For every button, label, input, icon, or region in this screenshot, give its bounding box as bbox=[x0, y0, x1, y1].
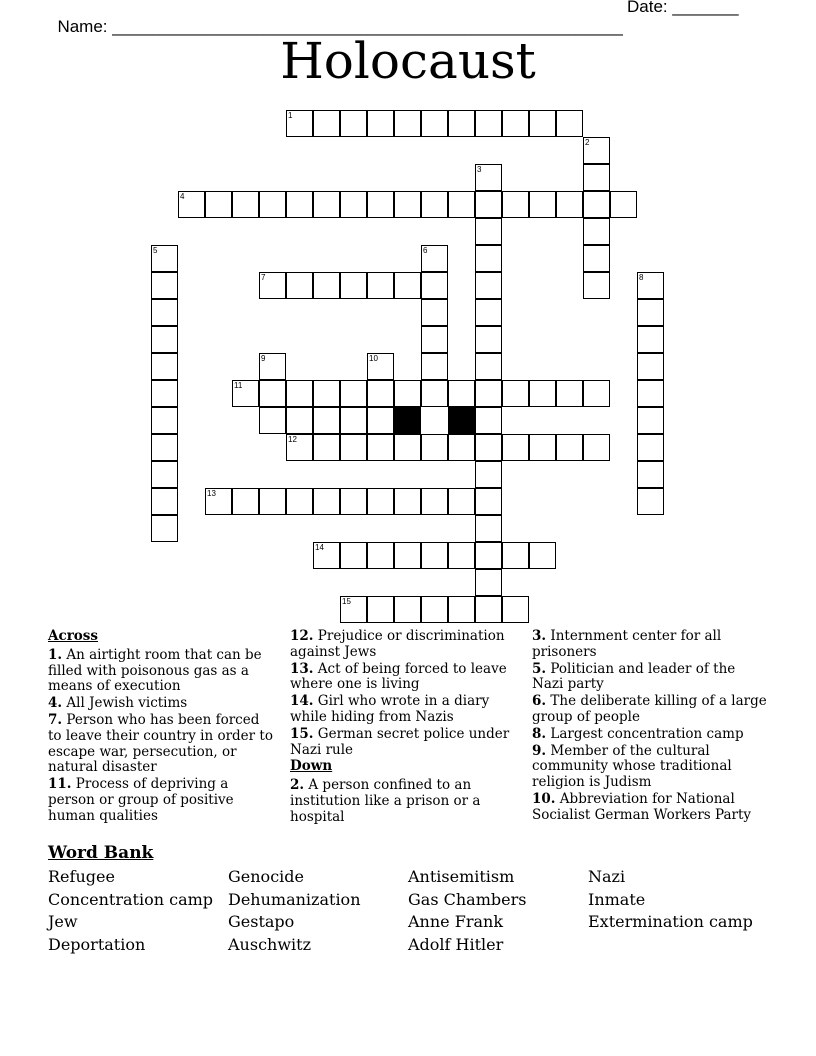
grid-cell[interactable] bbox=[556, 380, 583, 407]
grid-cell[interactable] bbox=[151, 407, 178, 434]
grid-cell[interactable] bbox=[421, 542, 448, 569]
grid-cell[interactable] bbox=[475, 353, 502, 380]
grid-cell[interactable] bbox=[556, 434, 583, 461]
grid-cell[interactable] bbox=[637, 488, 664, 515]
grid-cell[interactable] bbox=[205, 191, 232, 218]
grid-cell[interactable] bbox=[340, 434, 367, 461]
word-bank-item: Inmate bbox=[588, 889, 646, 909]
grid-cell[interactable] bbox=[367, 488, 394, 515]
grid-cell[interactable] bbox=[151, 461, 178, 488]
grid-cell[interactable] bbox=[394, 191, 421, 218]
word-bank-title: Word Bank bbox=[48, 843, 154, 863]
grid-cell[interactable] bbox=[394, 596, 421, 623]
grid-cell[interactable] bbox=[313, 407, 340, 434]
grid-cell[interactable] bbox=[637, 380, 664, 407]
grid-cell[interactable] bbox=[448, 488, 475, 515]
grid-cell[interactable] bbox=[421, 191, 448, 218]
cell-number: 6 bbox=[423, 246, 428, 255]
grid-cell[interactable] bbox=[259, 488, 286, 515]
grid-cell[interactable] bbox=[583, 218, 610, 245]
clue-across-13: 13. Act of being forced to leave where one is living bbox=[290, 660, 507, 693]
word-bank-item: Gas Chambers bbox=[408, 889, 527, 909]
grid-cell[interactable] bbox=[475, 191, 502, 218]
clue-down-5: 5. Politician and leader of the Nazi party bbox=[532, 660, 736, 693]
cell-number: 1 bbox=[288, 111, 293, 120]
grid-cell[interactable] bbox=[475, 407, 502, 434]
grid-cell[interactable] bbox=[394, 380, 421, 407]
grid-cell[interactable] bbox=[151, 434, 178, 461]
grid-cell[interactable] bbox=[475, 434, 502, 461]
grid-cell[interactable] bbox=[313, 488, 340, 515]
grid-cell[interactable] bbox=[232, 488, 259, 515]
grid-cell[interactable] bbox=[367, 434, 394, 461]
grid-cell[interactable] bbox=[475, 596, 502, 623]
grid-cell[interactable] bbox=[394, 488, 421, 515]
grid-cell[interactable] bbox=[340, 542, 367, 569]
grid-cell[interactable] bbox=[286, 191, 313, 218]
clue-down-6: 6. The deliberate killing of a large group of people bbox=[532, 693, 767, 725]
word-bank-item: Gestapo bbox=[228, 912, 295, 932]
grid-cell[interactable] bbox=[529, 191, 556, 218]
grid-cell[interactable] bbox=[394, 542, 421, 569]
grid-cell[interactable] bbox=[475, 272, 502, 299]
grid-cell[interactable] bbox=[583, 164, 610, 191]
grid-cell[interactable] bbox=[448, 380, 475, 407]
grid-cell[interactable] bbox=[475, 245, 502, 272]
grid-cell[interactable] bbox=[529, 434, 556, 461]
clue-across-4: 4. All Jewish victims bbox=[48, 695, 188, 712]
grid-cell[interactable] bbox=[502, 596, 529, 623]
word-bank-item: Concentration camp bbox=[48, 889, 214, 909]
grid-cell[interactable] bbox=[340, 488, 367, 515]
grid-cell[interactable] bbox=[259, 353, 286, 380]
grid-cell[interactable] bbox=[475, 461, 502, 488]
grid-cell[interactable] bbox=[475, 488, 502, 515]
clue-across-7: 7. Person who has been forced to leave their country in order to escape war, persecution, or natural disaster bbox=[48, 711, 273, 776]
grid-cell[interactable] bbox=[421, 299, 448, 326]
across-heading: Across bbox=[48, 628, 99, 644]
word-bank-item: Nazi bbox=[588, 867, 626, 886]
grid-cell[interactable] bbox=[583, 191, 610, 218]
grid-cell[interactable] bbox=[421, 353, 448, 380]
clue-across-12: 12. Prejudice or discrimination against Jews bbox=[290, 628, 505, 660]
grid-cell[interactable] bbox=[313, 110, 340, 137]
grid-cell[interactable] bbox=[232, 380, 259, 407]
word-bank-item: Adolf Hitler bbox=[408, 935, 504, 955]
grid-cell[interactable] bbox=[421, 245, 448, 272]
grid-cell[interactable] bbox=[286, 434, 313, 461]
grid-cell[interactable] bbox=[421, 110, 448, 137]
grid-cell[interactable] bbox=[637, 407, 664, 434]
cell-number: 14 bbox=[315, 543, 324, 552]
word-bank-item: Extermination camp bbox=[588, 912, 753, 932]
grid-cell[interactable] bbox=[421, 434, 448, 461]
name-line[interactable]: Name: ______________________________________________________ bbox=[57, 17, 623, 36]
grid-cell[interactable] bbox=[367, 353, 394, 380]
grid-cell[interactable] bbox=[313, 272, 340, 299]
grid-cell[interactable] bbox=[475, 569, 502, 596]
cell-number: 2 bbox=[585, 138, 590, 147]
grid-cell[interactable] bbox=[313, 380, 340, 407]
grid-cell[interactable] bbox=[151, 380, 178, 407]
grid-cell[interactable] bbox=[475, 380, 502, 407]
grid-cell[interactable] bbox=[286, 488, 313, 515]
grid-cell[interactable] bbox=[529, 542, 556, 569]
cell-number: 5 bbox=[153, 246, 158, 255]
clue-across-14: 14. Girl who wrote in a diary while hiding from Nazis bbox=[290, 693, 490, 725]
word-bank-item: Jew bbox=[48, 912, 78, 932]
grid-cell[interactable] bbox=[583, 137, 610, 164]
grid-cell[interactable] bbox=[259, 272, 286, 299]
grid-cell[interactable] bbox=[637, 326, 664, 353]
grid-cell[interactable] bbox=[475, 218, 502, 245]
grid-cell[interactable] bbox=[583, 434, 610, 461]
grid-cell[interactable] bbox=[340, 380, 367, 407]
grid-cell[interactable] bbox=[529, 110, 556, 137]
grid-cell[interactable] bbox=[421, 380, 448, 407]
grid-cell[interactable] bbox=[367, 542, 394, 569]
grid-cell[interactable] bbox=[178, 191, 205, 218]
grid-cell[interactable] bbox=[367, 407, 394, 434]
grid-cell[interactable] bbox=[583, 380, 610, 407]
grid-cell[interactable] bbox=[367, 110, 394, 137]
clue-down-2: 2. A person confined to an institution like a prison or a hospital bbox=[290, 777, 481, 825]
grid-cell[interactable] bbox=[421, 596, 448, 623]
clue-down-3: 3. Internment center for all prisoners bbox=[532, 628, 722, 660]
grid-cell[interactable] bbox=[556, 110, 583, 137]
grid-cell[interactable] bbox=[448, 596, 475, 623]
grid-cell[interactable] bbox=[151, 272, 178, 299]
grid-cell[interactable] bbox=[151, 245, 178, 272]
grid-cell[interactable] bbox=[637, 299, 664, 326]
grid-cell[interactable] bbox=[475, 542, 502, 569]
cell-number: 15 bbox=[342, 597, 351, 606]
cell-number: 4 bbox=[180, 192, 185, 201]
grid-cell[interactable] bbox=[637, 353, 664, 380]
grid-cell[interactable] bbox=[448, 110, 475, 137]
grid-cell[interactable] bbox=[313, 434, 340, 461]
grid-cell[interactable] bbox=[340, 272, 367, 299]
clue-down-8: 8. Largest concentration camp bbox=[532, 725, 744, 742]
word-bank-item: Anne Frank bbox=[408, 912, 504, 932]
grid-cell[interactable] bbox=[583, 245, 610, 272]
word-bank-item: Genocide bbox=[228, 867, 304, 886]
clues-column-1 bbox=[48, 629, 276, 826]
grid-cell[interactable] bbox=[205, 488, 232, 515]
clues-column-3 bbox=[532, 629, 768, 825]
word-bank-item: Refugee bbox=[48, 867, 115, 886]
grid-cell[interactable] bbox=[475, 515, 502, 542]
word-bank-item: Antisemitism bbox=[408, 867, 515, 886]
grid-cell[interactable] bbox=[475, 110, 502, 137]
cell-number: 8 bbox=[639, 273, 644, 282]
grid-cell[interactable] bbox=[421, 272, 448, 299]
grid-cell[interactable] bbox=[151, 488, 178, 515]
grid-cell[interactable] bbox=[394, 110, 421, 137]
grid-cell[interactable] bbox=[637, 434, 664, 461]
clue-down-9: 9. Member of the cultural community whose traditional religion is Judism bbox=[532, 742, 732, 791]
word-bank-item: Auschwitz bbox=[228, 935, 312, 955]
cell-number: 11 bbox=[234, 381, 243, 390]
grid-cell[interactable] bbox=[259, 380, 286, 407]
grid-block bbox=[394, 407, 421, 434]
grid-cell[interactable] bbox=[286, 380, 313, 407]
grid-cell[interactable] bbox=[367, 380, 394, 407]
grid-cell[interactable] bbox=[286, 407, 313, 434]
grid-cell[interactable] bbox=[151, 515, 178, 542]
word-bank-item: Dehumanization bbox=[228, 889, 361, 909]
grid-cell[interactable] bbox=[637, 272, 664, 299]
grid-cell[interactable] bbox=[367, 272, 394, 299]
grid-cell[interactable] bbox=[502, 191, 529, 218]
grid-cell[interactable] bbox=[232, 191, 259, 218]
page-title: Holocaust bbox=[280, 32, 536, 90]
grid-cell[interactable] bbox=[286, 110, 313, 137]
grid-cell[interactable] bbox=[421, 488, 448, 515]
grid-cell[interactable] bbox=[583, 272, 610, 299]
grid-cell[interactable] bbox=[475, 299, 502, 326]
grid-cell[interactable] bbox=[502, 434, 529, 461]
grid-cell[interactable] bbox=[502, 110, 529, 137]
grid-cell[interactable] bbox=[475, 164, 502, 191]
grid-cell[interactable] bbox=[448, 542, 475, 569]
clues-column-2 bbox=[290, 629, 516, 827]
cell-number: 13 bbox=[207, 489, 216, 498]
grid-cell[interactable] bbox=[556, 191, 583, 218]
grid-cell[interactable] bbox=[340, 407, 367, 434]
grid-cell[interactable] bbox=[340, 596, 367, 623]
grid-cell[interactable] bbox=[151, 353, 178, 380]
word-bank-item: Deportation bbox=[48, 935, 146, 955]
cell-number: 7 bbox=[261, 273, 266, 282]
grid-cell[interactable] bbox=[259, 407, 286, 434]
grid-cell[interactable] bbox=[313, 191, 340, 218]
grid-cell[interactable] bbox=[286, 272, 313, 299]
grid-cell[interactable] bbox=[502, 380, 529, 407]
grid-cell[interactable] bbox=[367, 191, 394, 218]
grid-cell[interactable] bbox=[313, 542, 340, 569]
clue-down-10: 10. Abbreviation for National Socialist German Workers Party bbox=[532, 790, 752, 823]
grid-cell[interactable] bbox=[529, 380, 556, 407]
cell-number: 12 bbox=[288, 435, 297, 444]
clue-across-15: 15. German secret police under Nazi rule bbox=[290, 725, 510, 758]
grid-cell[interactable] bbox=[367, 596, 394, 623]
date-line[interactable]: Date: _______ bbox=[627, 0, 739, 16]
grid-cell[interactable] bbox=[394, 434, 421, 461]
grid-cell[interactable] bbox=[394, 272, 421, 299]
grid-cell[interactable] bbox=[448, 191, 475, 218]
cell-number: 10 bbox=[369, 354, 378, 363]
cell-number: 3 bbox=[477, 165, 482, 174]
grid-cell[interactable] bbox=[502, 542, 529, 569]
grid-block bbox=[448, 407, 475, 434]
grid-cell[interactable] bbox=[475, 326, 502, 353]
grid-cell[interactable] bbox=[151, 299, 178, 326]
grid-cell[interactable] bbox=[340, 191, 367, 218]
clue-across-1: 1. An airtight room that can be filled with poisonous gas as a means of execution bbox=[48, 646, 262, 695]
grid-cell[interactable] bbox=[421, 326, 448, 353]
cell-number: 9 bbox=[261, 354, 266, 363]
grid-cell[interactable] bbox=[151, 326, 178, 353]
down-heading: Down bbox=[290, 758, 333, 775]
grid-cell[interactable] bbox=[448, 434, 475, 461]
grid-cell[interactable] bbox=[637, 461, 664, 488]
grid-cell[interactable] bbox=[610, 191, 637, 218]
clue-across-11: 11. Process of depriving a person or group of positive human qualities bbox=[48, 776, 234, 824]
grid-cell[interactable] bbox=[340, 110, 367, 137]
grid-cell[interactable] bbox=[259, 191, 286, 218]
